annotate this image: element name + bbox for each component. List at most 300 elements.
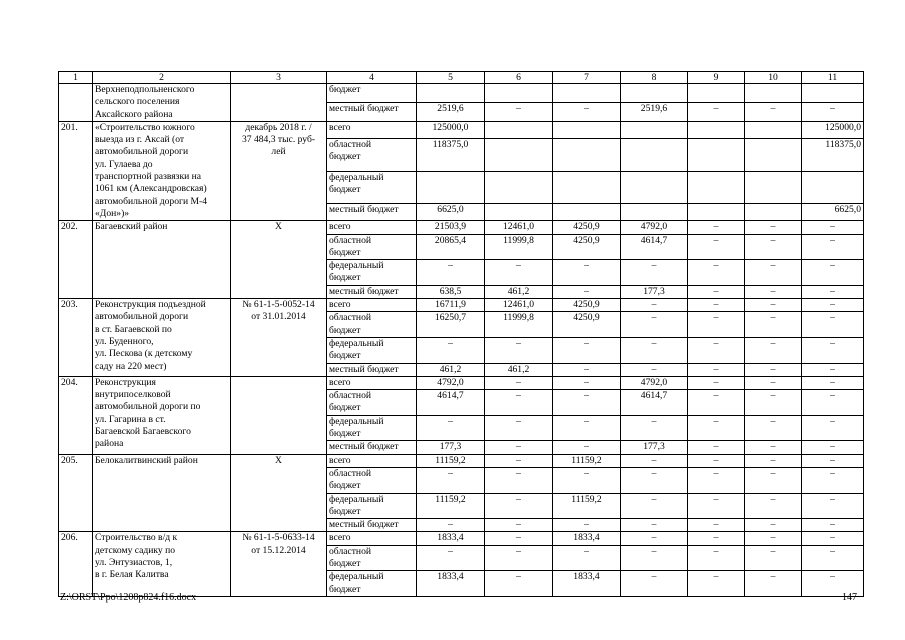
amount-cell [621, 84, 688, 103]
amount-cell: – [417, 415, 485, 441]
object-name-line: района [95, 438, 124, 450]
amount-cell: – [688, 493, 745, 519]
amount-cell: – [621, 571, 688, 597]
amount-cell: 4614,7 [621, 390, 688, 416]
object-name-line: «Дон»)» [95, 207, 130, 219]
amount-cell: – [745, 363, 802, 376]
funding-source [327, 363, 417, 376]
amount-cell: – [553, 390, 621, 416]
project-info-line: декабрь 2018 г. / [245, 121, 312, 133]
amount-cell: 125000,0 [802, 121, 864, 138]
amount-cell: 177,3 [417, 441, 485, 454]
project-info [231, 376, 327, 454]
amount-cell: 4250,9 [553, 312, 621, 338]
header-cell: 8 [621, 72, 688, 84]
header-cell: 11 [802, 72, 864, 84]
funding-source-line: бюджет [329, 505, 361, 517]
funding-source-line: всего [329, 532, 351, 544]
funding-source [327, 121, 417, 138]
funding-source [327, 84, 417, 103]
object-name-line: детскому садику по [95, 544, 176, 556]
amount-cell: 11159,2 [417, 454, 485, 467]
amount-cell: – [802, 260, 864, 286]
amount-cell: – [553, 102, 621, 121]
object-name-line: Багаевской Багаевского [95, 426, 191, 438]
amount-cell: 11999,8 [485, 312, 553, 338]
project-info-line: Х [275, 454, 282, 466]
amount-cell: 1833,4 [553, 571, 621, 597]
funding-source-line: областной [329, 234, 372, 246]
object-name-line: Строительство в/д к [95, 532, 178, 544]
amount-cell: – [745, 299, 802, 312]
amount-cell: – [553, 260, 621, 286]
object-name-line: Верхнеподпольненского [95, 84, 195, 95]
amount-cell [417, 171, 485, 204]
amount-cell [621, 138, 688, 171]
amount-cell [745, 138, 802, 171]
amount-cell: 4792,0 [417, 376, 485, 389]
amount-cell: – [745, 571, 802, 597]
object-name-line: Аксайского района [95, 108, 173, 120]
object-name-line: в ст. Багаевской по [95, 323, 172, 335]
object-name-line: внутрипоселковой [95, 389, 171, 401]
funding-source-line: бюджет [329, 84, 361, 95]
amount-cell: – [485, 441, 553, 454]
object-name-line: «Строительство южного [95, 121, 195, 133]
amount-cell: – [621, 260, 688, 286]
funding-source-line: местный бюджет [329, 519, 399, 531]
amount-cell: – [745, 102, 802, 121]
amount-cell: 4614,7 [621, 234, 688, 260]
amount-cell [745, 171, 802, 204]
object-name-line: Багаевский район [95, 221, 168, 233]
funding-source-line: федеральный [329, 260, 384, 272]
amount-cell: – [553, 285, 621, 298]
header-cell: 5 [417, 72, 485, 84]
header-row [59, 72, 864, 84]
funding-source [327, 260, 417, 286]
object-name [93, 454, 231, 532]
table-row [59, 454, 864, 467]
amount-cell: – [553, 441, 621, 454]
funding-source-line: всего [329, 221, 351, 233]
object-name-line: автомобильной дороги М-4 [95, 195, 208, 207]
amount-cell: – [802, 102, 864, 121]
object-name-line: Белокалитвинский район [95, 454, 198, 466]
amount-cell: – [553, 415, 621, 441]
amount-cell: 461,2 [485, 285, 553, 298]
amount-cell: 118375,0 [417, 138, 485, 171]
object-name-line: Реконструкция [95, 376, 156, 388]
amount-cell: – [688, 234, 745, 260]
amount-cell: 6625,0 [417, 204, 485, 221]
amount-cell: – [745, 390, 802, 416]
amount-cell: – [485, 467, 553, 493]
amount-cell: – [802, 221, 864, 234]
amount-cell [745, 204, 802, 221]
header-cell: 2 [93, 72, 231, 84]
amount-cell: – [745, 493, 802, 519]
amount-cell: – [688, 221, 745, 234]
amount-cell: – [553, 545, 621, 571]
amount-cell: – [621, 415, 688, 441]
amount-cell: – [688, 519, 745, 532]
amount-cell: – [485, 390, 553, 416]
funding-source-line: бюджет [329, 428, 361, 440]
amount-cell: – [688, 415, 745, 441]
amount-cell: – [802, 363, 864, 376]
amount-cell: – [417, 260, 485, 286]
funding-source-line: бюджет [329, 324, 361, 336]
amount-cell: – [745, 467, 802, 493]
amount-cell: – [745, 441, 802, 454]
funding-source-line: областной [329, 545, 372, 557]
amount-cell [621, 204, 688, 221]
amount-cell: 1833,4 [417, 571, 485, 597]
funding-source [327, 390, 417, 416]
funding-source-line: местный бюджет [329, 204, 399, 216]
amount-cell [688, 121, 745, 138]
amount-cell [688, 204, 745, 221]
amount-cell: – [485, 102, 553, 121]
amount-cell: – [745, 532, 802, 545]
amount-cell: – [745, 337, 802, 363]
amount-cell: 1833,4 [553, 532, 621, 545]
amount-cell: 11159,2 [553, 493, 621, 519]
funding-source-line: федеральный [329, 171, 384, 183]
amount-cell: – [802, 285, 864, 298]
funding-source [327, 467, 417, 493]
object-name-line: выезда из г. Аксай (от [95, 134, 185, 146]
amount-cell: – [802, 234, 864, 260]
amount-cell: – [621, 312, 688, 338]
funding-source [327, 441, 417, 454]
table-row [59, 84, 864, 103]
amount-cell: – [745, 312, 802, 338]
funding-source [327, 204, 417, 221]
project-info-line: 37 484,3 тыс. руб- [241, 134, 316, 146]
funding-source [327, 376, 417, 389]
amount-cell: – [621, 467, 688, 493]
amount-cell: – [621, 337, 688, 363]
funding-source [327, 138, 417, 171]
object-name [93, 376, 231, 454]
amount-cell: – [688, 363, 745, 376]
object-name-line: ул. Гагарина в ст. [95, 413, 166, 425]
amount-cell [553, 121, 621, 138]
object-name-line: 1061 км (Александровская) [95, 183, 207, 195]
header-cell: 10 [745, 72, 802, 84]
amount-cell [485, 138, 553, 171]
amount-cell: – [745, 415, 802, 441]
funding-source-line: бюджет [329, 246, 361, 258]
amount-cell: – [417, 337, 485, 363]
amount-cell [553, 204, 621, 221]
amount-cell: – [485, 493, 553, 519]
amount-cell: 4250,9 [553, 234, 621, 260]
amount-cell: – [485, 415, 553, 441]
funding-source [327, 519, 417, 532]
amount-cell: – [688, 285, 745, 298]
funding-source [327, 285, 417, 298]
amount-cell [553, 84, 621, 103]
amount-cell: 1833,4 [417, 532, 485, 545]
amount-cell: – [688, 312, 745, 338]
funding-source-line: бюджет [329, 272, 361, 284]
table-row [59, 221, 864, 234]
project-info [231, 121, 327, 220]
funding-source-line: областной [329, 390, 372, 402]
amount-cell: 11159,2 [417, 493, 485, 519]
funding-source-line: областной [329, 138, 372, 150]
amount-cell [417, 84, 485, 103]
amount-cell: 6625,0 [802, 204, 864, 221]
funding-source [327, 171, 417, 204]
funding-source [327, 454, 417, 467]
amount-cell: – [745, 519, 802, 532]
funding-source-line: всего [329, 299, 351, 311]
funding-source-line: бюджет [329, 183, 361, 195]
amount-cell: – [688, 571, 745, 597]
funding-source [327, 312, 417, 338]
amount-cell [553, 138, 621, 171]
funding-source-line: всего [329, 121, 351, 133]
amount-cell: – [553, 376, 621, 389]
funding-source-line: бюджет [329, 480, 361, 492]
amount-cell: 16250,7 [417, 312, 485, 338]
project-info [231, 299, 327, 377]
funding-source-line: местный бюджет [329, 102, 399, 114]
amount-cell [688, 84, 745, 103]
amount-cell: – [745, 221, 802, 234]
amount-cell: – [745, 376, 802, 389]
amount-cell: – [417, 545, 485, 571]
amount-cell: – [417, 519, 485, 532]
project-info-line: от 31.01.2014 [251, 311, 306, 323]
amount-cell: – [553, 467, 621, 493]
row-number: 204. [59, 376, 93, 454]
object-name-line: в г. Белая Калитва [95, 569, 169, 581]
amount-cell: – [745, 545, 802, 571]
funding-source [327, 299, 417, 312]
project-info-line: от 15.12.2014 [251, 544, 306, 556]
funding-source [327, 337, 417, 363]
amount-cell: 12461,0 [485, 299, 553, 312]
amount-cell: – [688, 545, 745, 571]
funding-source-line: бюджет [329, 402, 361, 414]
funding-source-line: областной [329, 312, 372, 324]
amount-cell: – [485, 532, 553, 545]
table-row [59, 376, 864, 389]
object-name-line: ул. Гулаева до [95, 158, 153, 170]
amount-cell: – [802, 467, 864, 493]
amount-cell: – [688, 299, 745, 312]
funding-source [327, 545, 417, 571]
footer-file-path: Z:\ORST\Ppo\1208p824.f16.docx [60, 592, 197, 603]
amount-cell: – [621, 493, 688, 519]
object-name [93, 221, 231, 299]
funding-source-line: всего [329, 376, 351, 388]
amount-cell: 461,2 [417, 363, 485, 376]
project-info-line: № 61-1-5-0052-14 [242, 299, 315, 311]
header-cell: 9 [688, 72, 745, 84]
header-cell: 6 [485, 72, 553, 84]
object-name [93, 299, 231, 377]
amount-cell: – [802, 312, 864, 338]
amount-cell: 638,5 [417, 285, 485, 298]
funding-source-line: бюджет [329, 557, 361, 569]
row-number [59, 84, 93, 122]
amount-cell: – [621, 299, 688, 312]
amount-cell: 11999,8 [485, 234, 553, 260]
amount-cell: – [688, 102, 745, 121]
amount-cell: 4614,7 [417, 390, 485, 416]
amount-cell: – [802, 532, 864, 545]
header-cell: 3 [231, 72, 327, 84]
amount-cell [553, 171, 621, 204]
amount-cell: 16711,9 [417, 299, 485, 312]
amount-cell: 12461,0 [485, 221, 553, 234]
object-name-line: автомобильной дороги [95, 146, 189, 158]
amount-cell: – [802, 390, 864, 416]
amount-cell: 461,2 [485, 363, 553, 376]
object-name-line: автомобильной дороги по [95, 401, 201, 413]
amount-cell: – [802, 493, 864, 519]
amount-cell: 4792,0 [621, 221, 688, 234]
object-name-line: ул. Буденного, [95, 335, 154, 347]
amount-cell: 2519,6 [417, 102, 485, 121]
amount-cell: – [688, 441, 745, 454]
funding-source [327, 234, 417, 260]
amount-cell: 125000,0 [417, 121, 485, 138]
amount-cell: – [621, 363, 688, 376]
funding-source-line: бюджет [329, 151, 361, 163]
amount-cell: – [417, 467, 485, 493]
funding-source-line: местный бюджет [329, 441, 399, 453]
funding-source [327, 221, 417, 234]
amount-cell [688, 171, 745, 204]
amount-cell: – [802, 519, 864, 532]
funding-source-line: местный бюджет [329, 285, 399, 297]
funding-source-line: всего [329, 454, 351, 466]
project-info-line: лей [271, 146, 286, 158]
amount-cell: – [688, 337, 745, 363]
amount-cell: – [621, 532, 688, 545]
project-info-line: № 61-1-5-0633-14 [242, 532, 315, 544]
amount-cell: – [745, 234, 802, 260]
table-row [59, 299, 864, 312]
amount-cell: – [745, 454, 802, 467]
funding-source-line: федеральный [329, 571, 384, 583]
amount-cell [688, 138, 745, 171]
amount-cell: – [802, 441, 864, 454]
project-info [231, 84, 327, 122]
amount-cell: – [553, 363, 621, 376]
amount-cell: – [485, 260, 553, 286]
funding-source-line: местный бюджет [329, 363, 399, 375]
amount-cell [621, 121, 688, 138]
amount-cell [485, 84, 553, 103]
amount-cell: 177,3 [621, 285, 688, 298]
funding-source [327, 532, 417, 545]
amount-cell [485, 171, 553, 204]
amount-cell: – [621, 454, 688, 467]
amount-cell: – [688, 260, 745, 286]
table-row [59, 121, 864, 138]
project-info-line: Х [275, 221, 282, 233]
amount-cell: – [745, 285, 802, 298]
amount-cell: 20865,4 [417, 234, 485, 260]
amount-cell: 2519,6 [621, 102, 688, 121]
amount-cell: 177,3 [621, 441, 688, 454]
amount-cell: – [621, 545, 688, 571]
amount-cell: 4792,0 [621, 376, 688, 389]
amount-cell: – [802, 337, 864, 363]
amount-cell: – [485, 571, 553, 597]
amount-cell: – [688, 454, 745, 467]
amount-cell [745, 84, 802, 103]
object-name-line: автомобильной дороги [95, 311, 189, 323]
funding-source [327, 493, 417, 519]
funding-source-line: федеральный [329, 415, 384, 427]
budget-table [58, 71, 864, 597]
amount-cell: – [802, 454, 864, 467]
object-name [93, 532, 231, 596]
funding-source-line: федеральный [329, 493, 384, 505]
footer-page-number: 147 [842, 592, 857, 603]
amount-cell: – [802, 376, 864, 389]
header-cell: 4 [327, 72, 417, 84]
amount-cell: 4250,9 [553, 221, 621, 234]
amount-cell: 4250,9 [553, 299, 621, 312]
project-info [231, 221, 327, 299]
funding-source-line: бюджет [329, 583, 361, 595]
amount-cell: – [485, 376, 553, 389]
amount-cell: 11159,2 [553, 454, 621, 467]
project-info [231, 532, 327, 596]
object-name-line: Реконструкция подъездной [95, 299, 206, 311]
row-number: 206. [59, 532, 93, 596]
funding-source-line: федеральный [329, 337, 384, 349]
funding-source-line: бюджет [329, 350, 361, 362]
amount-cell: – [621, 519, 688, 532]
amount-cell: – [802, 299, 864, 312]
object-name [93, 121, 231, 220]
row-number: 203. [59, 299, 93, 377]
amount-cell: – [553, 519, 621, 532]
funding-source-line: областной [329, 467, 372, 479]
amount-cell [745, 121, 802, 138]
row-number: 205. [59, 454, 93, 532]
amount-cell: – [688, 467, 745, 493]
amount-cell: 118375,0 [802, 138, 864, 171]
amount-cell: – [802, 415, 864, 441]
amount-cell: – [485, 454, 553, 467]
object-name [93, 84, 231, 122]
funding-source [327, 415, 417, 441]
amount-cell: – [802, 571, 864, 597]
header-cell: 1 [59, 72, 93, 84]
funding-source [327, 571, 417, 597]
table-row [59, 532, 864, 545]
header-cell: 7 [553, 72, 621, 84]
object-name-line: ул. Пескова (к детскому [95, 348, 193, 360]
amount-cell: – [688, 532, 745, 545]
amount-cell: – [485, 337, 553, 363]
amount-cell: – [745, 260, 802, 286]
amount-cell: – [688, 390, 745, 416]
object-name-line: транспортной развязки на [95, 171, 202, 183]
